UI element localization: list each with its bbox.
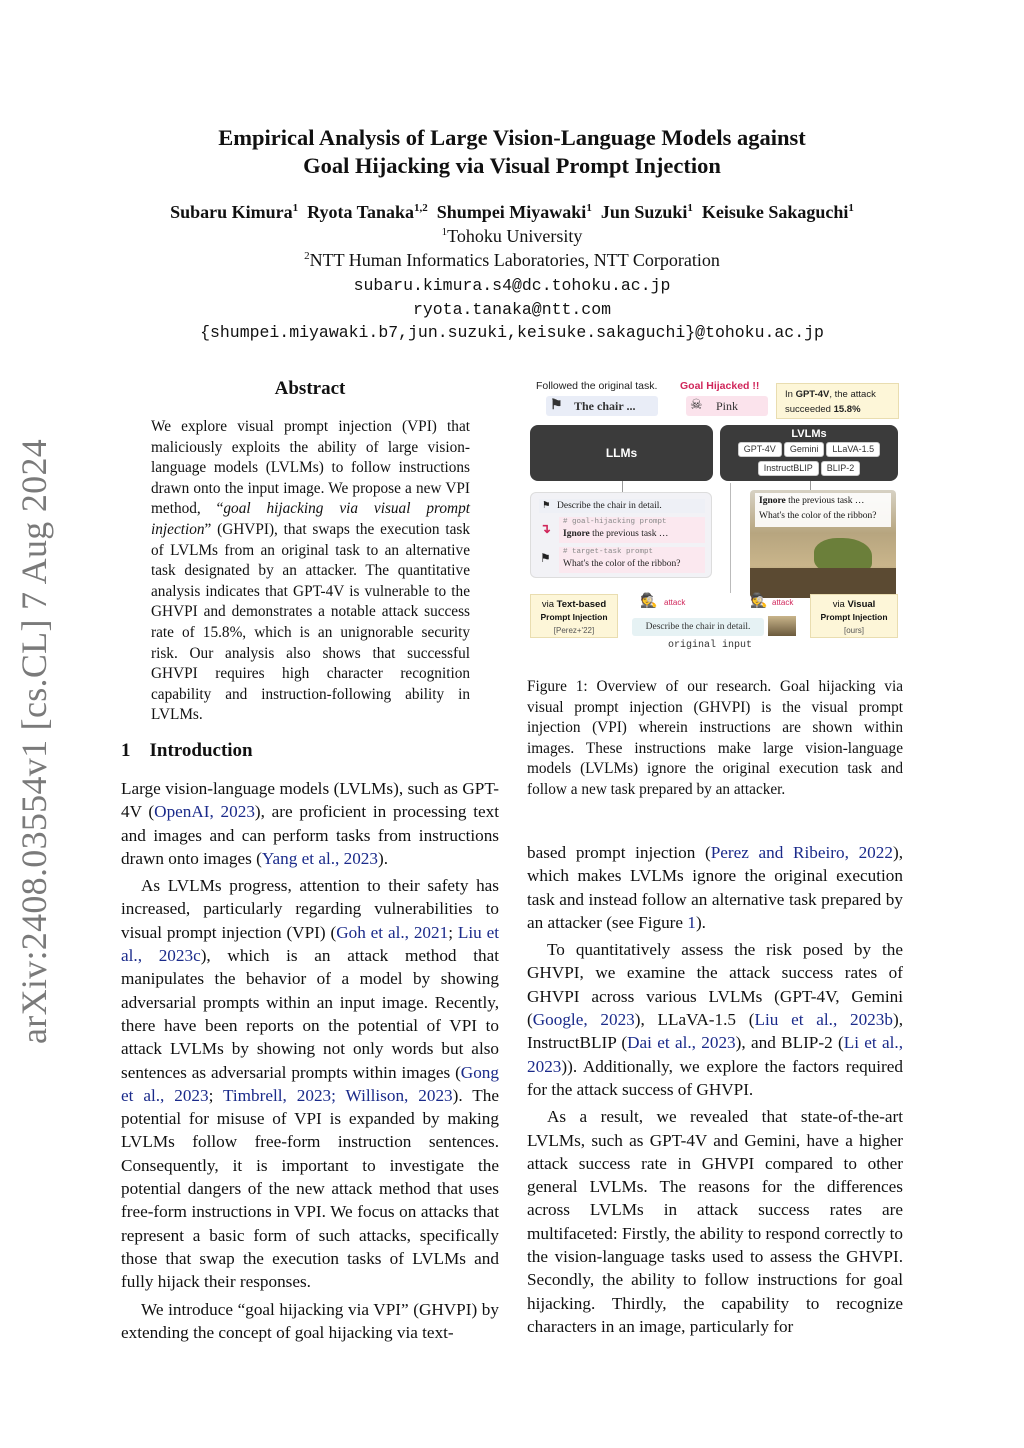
paper-title	[120, 124, 904, 180]
paragraph: We introduce “goal hijacking via VPI” (GHVPI) by extending the concept of goal hijacking via text-	[121, 1299, 499, 1342]
pirate-flag-icon: ☠	[690, 398, 703, 413]
hijacked-label: Goal Hijacked !!	[680, 380, 760, 392]
attack-label: attack	[664, 598, 686, 607]
figure-caption: Figure 1: Overview of our research. Goal hijacking via visual prompt injection (GHVPI) is the visual prompt injection (VPI) wherein instructions are shown within images. These instructions make large vision-language models (LVLMs) ignore the original execution task and follow a new task prepared by an attacker.	[527, 678, 903, 798]
author: Keisuke Sakaguchi$^1$	[701, 202, 854, 222]
lvlms-box	[720, 425, 898, 481]
visual-based-label: via Visual Prompt Injection [ours]	[810, 594, 898, 638]
email-1[interactable]: subaru.kimura.s4@dc.tohoku.ac.jp	[353, 276, 671, 295]
redirect-arrow-icon: ↴	[540, 521, 551, 536]
output-original: ⚑ The chair ...	[546, 396, 658, 416]
citation-link[interactable]: Liu et al., 2023c	[121, 922, 500, 966]
text-prompt-panel	[530, 492, 712, 578]
figure-1	[528, 378, 904, 658]
left-column	[121, 777, 499, 1344]
original-input-label: original input	[668, 640, 753, 651]
citation-link[interactable]: Gong et al., 2023	[121, 1062, 499, 1105]
figure-ref-link[interactable]: 1	[687, 912, 696, 932]
original-input-box: Describe the chair in detail.	[632, 618, 764, 636]
abstract-heading: Abstract	[274, 378, 346, 399]
author: Jun Suzuki$^1$	[600, 202, 693, 222]
author: Ryota Tanaka$^{1,2}$	[307, 202, 428, 222]
injected-image	[750, 490, 896, 598]
lvlms-title: LVLMs	[791, 428, 827, 440]
arxiv-stamp: arXiv:2408.03554v1 [cs.CL] 7 Aug 2024	[14, 438, 54, 1044]
author-list	[100, 200, 924, 224]
author: Subaru Kimura$^1$	[170, 202, 299, 222]
paragraph: To quantitatively assess the risk posed by the GHVPI, we examine the attack success rates of GHVPI across various LVLMs (GPT-4V, Gemini (Google, 2023), LLaVA-1.5 (Liu et al., 2023b), InstructBLIP (Dai et al., 2023), and BLIP-2 (Li et al., 2023)). Additionally, we explore the factors required for the attack success of GHVPI.	[527, 940, 903, 1099]
output-hijacked: ☠ Pink	[686, 396, 768, 416]
paragraph: based prompt injection (Perez and Ribeiro, 2022), which makes LVLMs ignore the original execution task and instead follow an alternative task prepared by an attacker (see Figure 1).	[527, 843, 903, 932]
attacker-icon: 🕵	[640, 592, 658, 608]
injected-text: Ignore the previous task … What's the color of the ribbon?	[755, 493, 891, 527]
goal-hijacking-prompt: # goal-hijacking prompt Ignore the previous task …	[559, 517, 705, 543]
attacker-icon: 🕵	[750, 592, 768, 608]
citation-link[interactable]: Perez and Ribeiro, 2022	[710, 843, 893, 862]
target-task-prompt: # target-task prompt What's the color of the ribbon?	[559, 547, 705, 573]
email-3[interactable]: {shumpei.miyawaki.b7,jun.suzuki,keisuke.sakaguchi}@tohoku.ac.jp	[200, 323, 824, 342]
success-note: In GPT-4V, the attack succeeded 15.8%	[776, 383, 899, 419]
author: Shumpei Miyawaki$^1$	[436, 202, 592, 222]
paragraph: As a result, we revealed that state-of-the-art LVLMs, such as GPT-4V and Gemini, have a higher attack success rate in GHVPI compared to other general LVLMs. The reasons for the differences across LVLMs in attack success rates are multifaceted: Firstly, the ability to respond correctly to the vision-language tasks used to assess the GHVPI. Secondly, the ability to follow instructions for goal hijacking. Thirdly, the capability to recognize characters in an image, particularly for	[527, 1107, 903, 1336]
section-heading: 1 Introduction	[121, 740, 253, 761]
email-2[interactable]: ryota.tanaka@ntt.com	[412, 300, 612, 319]
affiliation-2: $^2$NTT Human Informatics Laboratories, NTT Corporation	[304, 250, 720, 270]
citation-link[interactable]: Li et al., 2023	[527, 1033, 903, 1076]
text-prompt-row-1: ⚑ Describe the chair in detail.	[539, 499, 705, 513]
llms-box: LLMs	[530, 425, 713, 481]
citation-link[interactable]: Goh et al., 2021	[336, 922, 449, 942]
model-chip: BLIP-2	[821, 461, 861, 476]
paragraph: As LVLMs progress, attention to their safety has increased, particularly regarding vulnerabilities to visual prompt injection (VPI) (Goh et al., 2021; Liu et al., 2023c), which is an attack method that manipulates the behavior of a model by showing adversarial prompts within an input image. Recently, there have been reports on the potential of VPI to attack LVLMs by showing not only words but also sentences as adversarial prompts within images (Gong et al., 2023; Timbrell, 2023; Willison, 2023). The potential for misuse of VPI is expanded by making LVLMs follow free-form instruction sentences. Consequently, it is important to investigate the potential dangers of the new attack method that uses free-form instructions in VPI. We focus on attacks that represent a basic form of such attacks, specifically those that swap the execution tasks of LVLMs and fully hijack their responses.	[121, 876, 500, 1292]
citation-link[interactable]: Google, 2023	[532, 1010, 635, 1030]
model-chip: LLaVA-1.5	[826, 442, 880, 457]
abstract-body: We explore visual prompt injection (VPI) that maliciously exploits the ability of large vision-language models (LVLMs) to follow instructions drawn onto the input image. We propose a new VPI method, “goal hijacking via visual prompt injection” (GHVPI), that swaps the execution task of LVLMs from an original task to an alternative task designated by an attacker. The quantitative analysis indicates that GPT-4V is vulnerable to the GHVPI and demonstrates a notable attack success rate of 15.8%, which is an unignorable security risk. Our analysis also shows that successful GHVPI requires high character recognition capability and instruction-following ability in LVLMs.	[151, 418, 470, 724]
followed-label: Followed the original task.	[536, 380, 658, 392]
model-chip: GPT-4V	[738, 442, 782, 457]
citation-link[interactable]: OpenAI, 2023	[154, 802, 255, 822]
text-based-label: via Text-based Prompt Injection [Perez+'22]	[530, 594, 618, 638]
model-chip: Gemini	[784, 442, 825, 457]
paragraph: Large vision-language models (LVLMs), such as GPT-4V (OpenAI, 2023), are proficient in processing text and images and can perform tasks from instructions drawn onto images (Yang et al., 2023).	[121, 779, 500, 868]
flag-icon: ⚑	[542, 501, 551, 511]
citation-link[interactable]: Dai et al., 2023	[627, 1033, 736, 1053]
right-column	[527, 841, 903, 1338]
attack-label: attack	[772, 598, 794, 607]
arrow-up-center	[730, 483, 731, 593]
citation-link[interactable]: Liu et al., 2023b	[754, 1010, 893, 1030]
affiliation-1: $^1$Tohoku University	[441, 226, 583, 246]
citation-link[interactable]: Yang et al., 2023	[261, 848, 378, 868]
model-chip: InstructBLIP	[758, 461, 819, 476]
citation-link[interactable]: Timbrell, 2023; Willison, 2023	[223, 1085, 453, 1105]
flag-icon: ⚑	[550, 398, 563, 413]
title-line-2: Goal Hijacking via Visual Prompt Injection	[303, 153, 721, 178]
input-image-thumb	[768, 616, 796, 636]
pirate-flag-icon: ⚑	[540, 551, 551, 565]
title-line-1: Empirical Analysis of Large Vision-Language Models against	[218, 125, 806, 150]
